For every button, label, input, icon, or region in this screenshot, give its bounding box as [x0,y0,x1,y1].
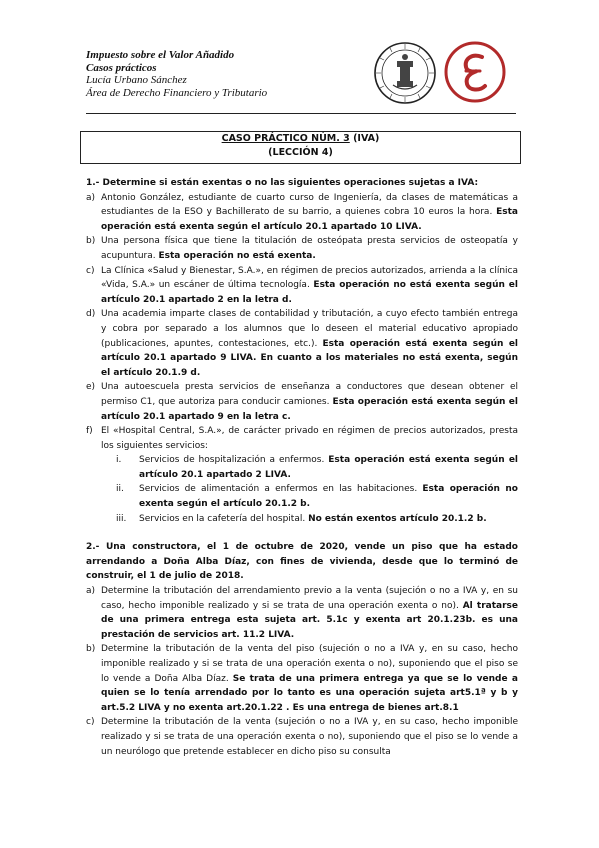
question-1-item [86,191,518,235]
item-label: a) [86,586,96,597]
question-1-subitem [86,453,518,482]
item-text: Una academia imparte clases de contabilidad y tributación, a cuyo efecto también entrega y cobra por separado a los alumnos que lo deseen el material educativo apropiado (publicaciones, apuntes, contestaciones, etc.). [101,309,518,349]
question-1-item [86,234,518,263]
item-answer: Esta operación está exenta según el artículo 20.1 apartado 10 LIVA. [101,207,518,232]
item-text: Determine la tributación del arrendamiento previo a la venta (sujeción o no a IVA y, en su caso, hecho imponible realizado y si se trata de una operación exenta o no). [101,586,518,611]
item-answer: Esta operación no está exenta según el artículo 20.1 apartado 2 en la letra d. [101,280,518,305]
item-text: El «Hospital Central, S.A.», de carácter privado en régimen de precios autorizados, presta los siguientes servicios: [101,426,518,451]
question-1-heading: 1.- Determine si están exentas o no las siguientes operaciones sujetas a IVA: [86,178,479,188]
item-label: c) [86,717,95,728]
lesson-label: (LECCIÓN 4) [268,147,333,158]
document-body [86,176,518,759]
item-label: b) [86,236,96,247]
item-text: La Clínica «Salud y Bienestar, S.A.», en régimen de precios autorizados, arrienda a la clínica «Vida, S.A.» un escáner de última tecnología. [101,265,518,291]
item-answer: Esta operación está exenta según el artículo 20.1 apartado 9 en la letra c. [101,396,518,422]
case-title [81,132,520,146]
subitem-answer: Esta operación está exenta según el artículo 20.1 apartado 2 LIVA. [139,455,519,480]
question-1-subitem [86,512,518,527]
item-text: Una autoescuela presta servicios de enseñanza a conductores que desean obtener el permiso C1, que autoriza para conducir camiones. [101,382,518,407]
header-author: Lucía Urbano Sánchez [86,74,187,86]
case-title-box [80,131,521,164]
subitem-text: Servicios en la cafetería del hospital. [139,513,309,524]
subitem-label: i. [116,455,122,466]
item-text: Determine la tributación de la venta del piso (sujeción o no a IVA y, en su caso, hecho imponible realizado y si se trata de una operación exenta o no), suponiendo que el piso se lo vende a Doña Alba Díaz. [101,644,518,684]
section-spacer [86,526,518,540]
header-text [86,49,267,99]
question-1-subitem [86,482,518,511]
subitem-text: Servicios de alimentación a enfermos en las habitaciones. [139,484,423,495]
item-answer: Esta operación no está exenta. [158,250,316,261]
question-2-item [86,715,518,759]
item-text: Determine la tributación de la venta (sujeción o no a IVA y, en su caso, hecho imponible realizado y si se trata de una operación exenta o no), suponiendo que el piso se lo vende a un neurólogo que pretende establecer en dicho piso su consulta [101,717,518,757]
subitem-answer: Esta operación no exenta según el artículo 20.1.2 b. [139,484,518,510]
subitem-answer: No están exentos artículo 20.1.2 b. [308,513,487,524]
item-text: Una persona física que tiene la titulación de osteópata presta servicios de osteopatía y acupuntura. [101,236,518,261]
case-title-suffix: (IVA) [349,133,380,144]
item-label: d) [86,309,96,320]
item-text: Antonio González, estudiante de cuarto curso de Ingeniería, da clases de matemáticas a estudiantes de la ESO y Bachillerato de su barrio, a quienes cobra 10 euros la hora. [101,192,518,218]
subitem-label: ii. [116,484,124,495]
item-label: f) [86,426,93,437]
item-label: e) [86,382,96,393]
subitem-label: iii. [116,513,127,524]
header-subtitle: Casos prácticos [86,61,157,74]
header-department: Área de Derecho Financiero y Tributario [86,86,268,99]
faculty-logo-icon [444,41,506,103]
question-1-item [86,380,518,424]
question-2-item [86,642,518,715]
question-1-item [86,424,518,453]
document-header [86,49,526,113]
question-1-item [86,264,518,308]
case-title-number: CASO PRÁCTICO NÚM. 3 [221,133,350,144]
item-answer: Al tratarse de una primera entrega esta sujeta art. 5.1c y exenta art 20.1.23b. es una prestación de servicios art. 11.2 LIVA. [101,600,518,640]
question-2-heading: 2.- Una constructora, el 1 de octubre de 2020, vende un piso que ha estado arrendando a Doña Alba Díaz, con fines de vivienda, desde que lo terminó de construir, el 1 de julio de 2018. [86,542,518,582]
subitem-text: Servicios de hospitalización a enfermos. [139,455,329,466]
header-divider [86,113,516,114]
item-answer: Esta operación está exenta según el artículo 20.1 apartado 9 LIVA. En cuanto a los materiales no está exenta, según el artículo 20.1.9 d. [101,338,519,378]
university-seal-icon [373,41,437,105]
item-label: c) [86,265,95,276]
question-2-item [86,584,518,642]
item-label: a) [86,192,96,203]
header-subject: Impuesto sobre el Valor Añadido [86,49,235,61]
item-label: b) [86,644,96,655]
question-1-item [86,307,518,380]
item-answer: Se trata de una primera entrega ya que se lo vende a quien se lo tenía arrendado por lo tanto es una operación sujeta art5.1ª y b y art.5.2 LIVA y no exenta art.20.1.22 . Es una entrega de bienes art.8.1 [101,673,518,713]
